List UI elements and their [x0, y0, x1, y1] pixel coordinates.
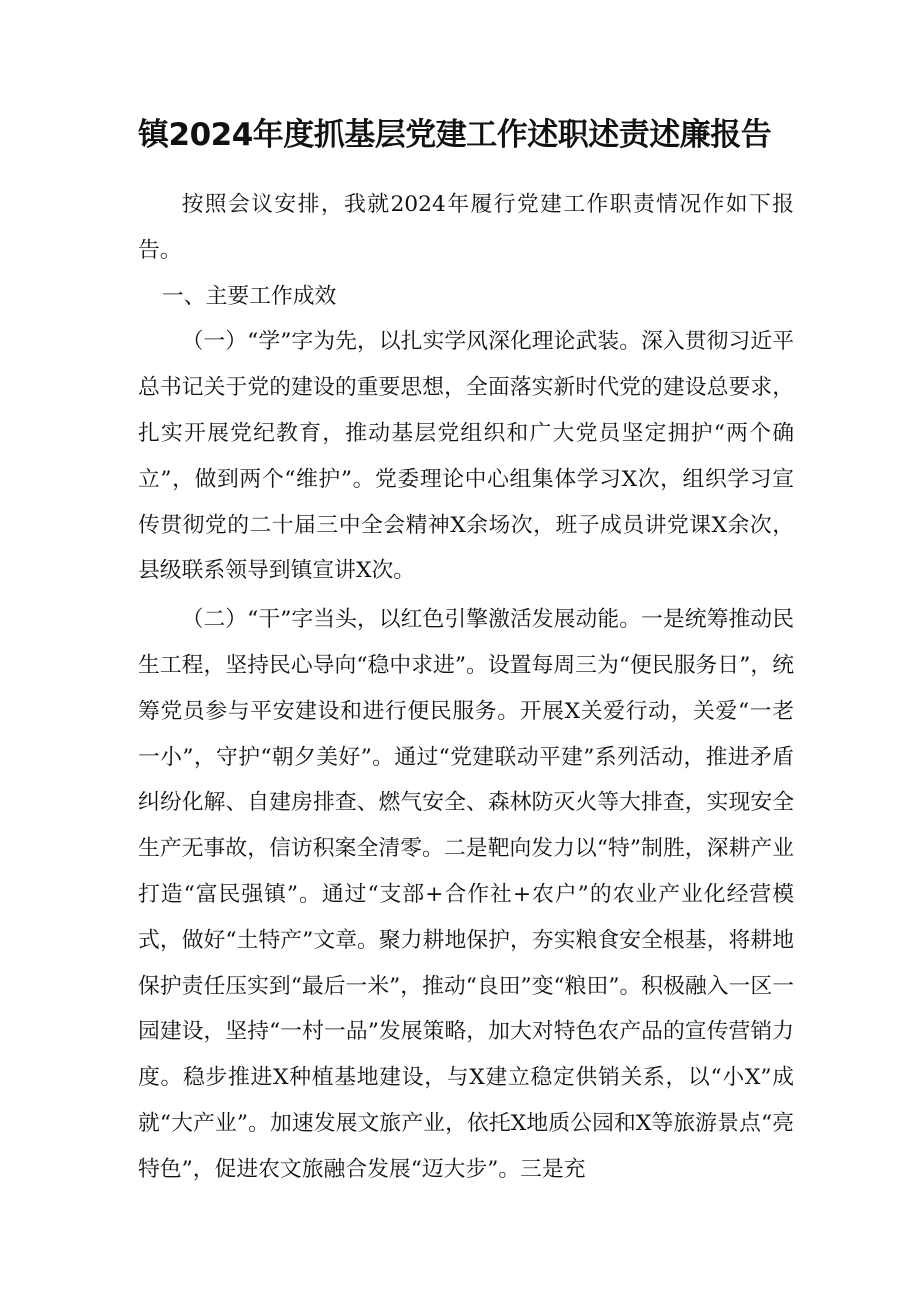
section-heading: 一、主要工作成效	[161, 283, 337, 309]
body-paragraph-2: （二）“干”字当头，以红色引擎激活发展动能。一是统筹推动民生工程，坚持民心导向“稳中求进”。设置每周三为“便民服务日”，统筹党员参与平安建设和进行便民服务。开展X关爱行动，关爱“一老一小”，守护“朝夕美好”。通过“党建联动平建”系列活动，推进矛盾纠纷化解、自建房排查、燃气安全、森林防灭火等大排查，实现安全生产无事故，信访积案全清零。二是靶向发力以“特”制胜，深耕产业打造“富民强镇”。通过“支部+合作社+农户”的农业产业化经营模式，做好“土特产”文章。聚力耕地保护，夯实粮食安全根基，将耕地保护责任压实到“最后一米”，推动“良田”变“粮田”。积极融入一区一园建设，坚持“一村一品”发展策略，加大对特色农产品的宣传营销力度。稳步推进X种植基地建设，与X建立稳定供销关系，以“小X”成就“大产业”。加速发展文旅产业，依托X地质公园和X等旅游景点“亮特色”，促进农文旅融合发展“迈大步”。三是充	[138, 607, 794, 1182]
body-paragraph-1: （一）“学”字为先，以扎实学风深化理论武装。深入贯彻习近平总书记关于党的建设的重要思想，全面落实新时代党的建设总要求，扎实开展党纪教育，推动基层党组织和广大党员坚定拥护“两个确立”，做到两个“维护”。党委理论中心组集体学习X次，组织学习宣传贯彻党的二十届三中全会精神X余场次，班子成员讲党课X余次，县级联系领导到镇宣讲X次。	[138, 329, 794, 584]
intro-paragraph: 按照会议安排，我就2024年履行党建工作职责情况作如下报告。	[138, 192, 794, 263]
document-title: 镇2024年度抓基层党建工作述职述责述廉报告	[138, 117, 772, 153]
